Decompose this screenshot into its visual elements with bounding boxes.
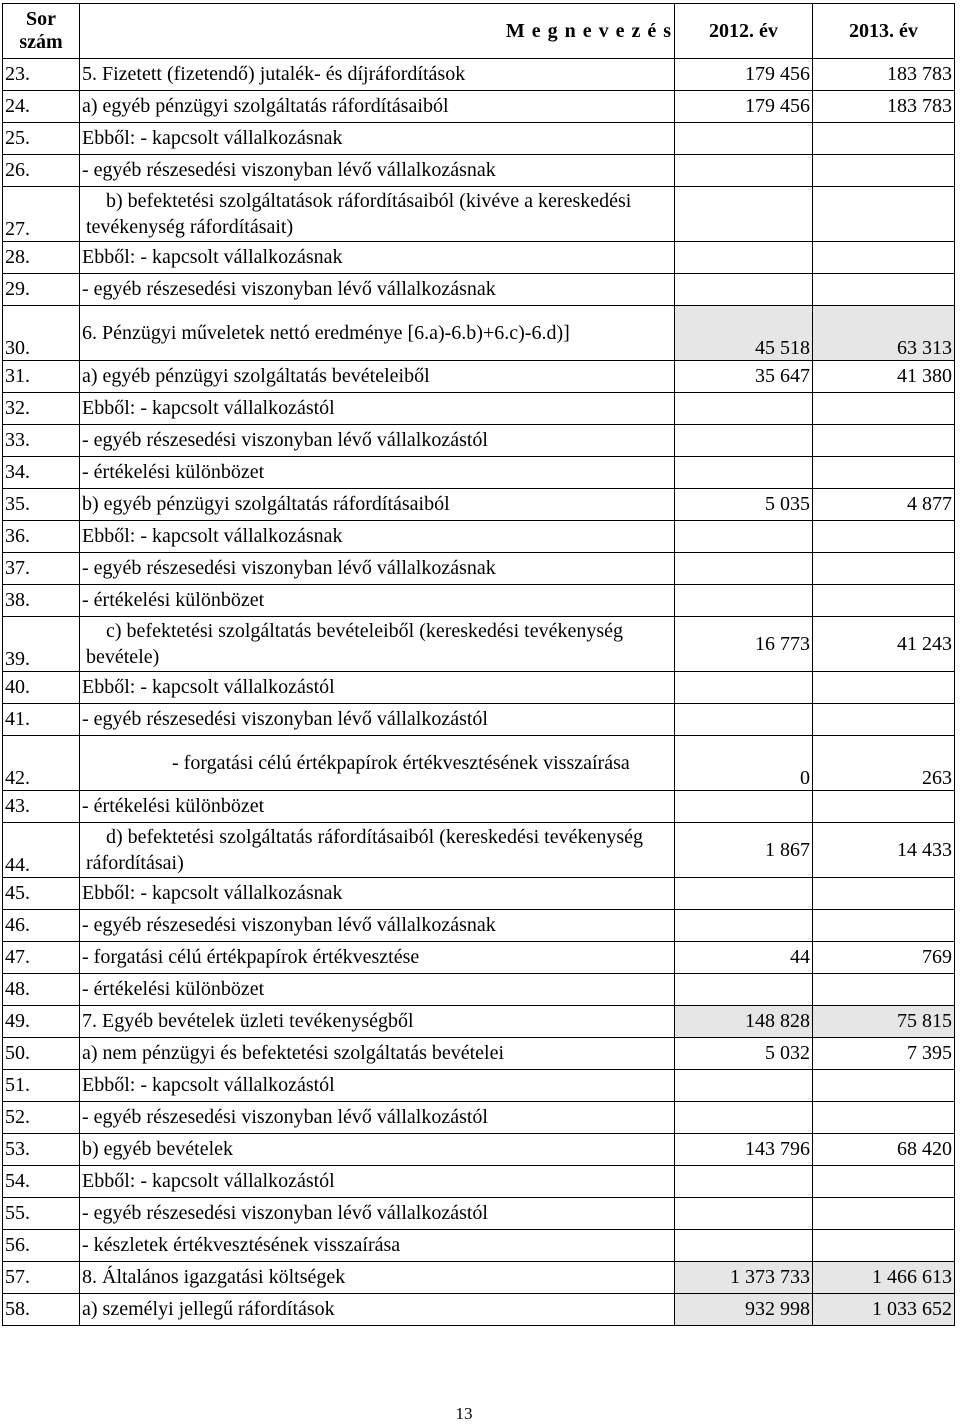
value-2012 [675, 910, 813, 942]
value-2012: 143 796 [675, 1134, 813, 1166]
value-2013: 41 380 [813, 361, 955, 393]
row-label: a) nem pénzügyi és befektetési szolgáltatás bevételei [80, 1038, 675, 1070]
value-2013: 75 815 [813, 1006, 955, 1038]
table-row [3, 617, 955, 672]
value-2013 [813, 910, 955, 942]
table-row [3, 791, 955, 823]
value-2013: 4 877 [813, 489, 955, 521]
value-2013 [813, 123, 955, 155]
row-label: - egyéb részesedési viszonyban lévő vállalkozástól [80, 1102, 675, 1134]
row-number: 54. [3, 1166, 80, 1198]
table-row [3, 736, 955, 791]
value-2013 [813, 974, 955, 1006]
row-label: - értékelési különbözet [80, 585, 675, 617]
row-number: 57. [3, 1262, 80, 1294]
value-2013 [813, 187, 955, 242]
value-2013: 183 783 [813, 59, 955, 91]
value-2013 [813, 425, 955, 457]
financial-table [2, 3, 955, 1326]
row-label: Ebből: - kapcsolt vállalkozástól [80, 1166, 675, 1198]
value-2013: 63 313 [813, 306, 955, 361]
value-2012 [675, 123, 813, 155]
row-number: 25. [3, 123, 80, 155]
row-label: c) befektetési szolgáltatás bevételeiből (kereskedési tevékenység bevétele) [80, 617, 675, 672]
row-number: 41. [3, 704, 80, 736]
row-number: 31. [3, 361, 80, 393]
value-2012: 0 [675, 736, 813, 791]
value-2012: 179 456 [675, 59, 813, 91]
row-label: - egyéb részesedési viszonyban lévő vállalkozásnak [80, 553, 675, 585]
value-2013 [813, 1230, 955, 1262]
row-number: 45. [3, 878, 80, 910]
row-label: Ebből: - kapcsolt vállalkozástól [80, 393, 675, 425]
value-2013 [813, 1166, 955, 1198]
row-number: 52. [3, 1102, 80, 1134]
row-label: - egyéb részesedési viszonyban lévő vállalkozásnak [80, 155, 675, 187]
row-label: Ebből: - kapcsolt vállalkozásnak [80, 123, 675, 155]
row-label: 7. Egyéb bevételek üzleti tevékenységből [80, 1006, 675, 1038]
header-year-2013: 2013. év [813, 4, 955, 59]
value-2012 [675, 974, 813, 1006]
value-2013 [813, 521, 955, 553]
value-2012: 932 998 [675, 1294, 813, 1326]
row-number: 38. [3, 585, 80, 617]
row-number: 44. [3, 823, 80, 878]
header-year-2012: 2012. év [675, 4, 813, 59]
value-2012 [675, 585, 813, 617]
value-2012: 1 867 [675, 823, 813, 878]
table-row [3, 1262, 955, 1294]
table-row [3, 823, 955, 878]
row-label: a) egyéb pénzügyi szolgáltatás ráfordításaiból [80, 91, 675, 123]
row-number: 56. [3, 1230, 80, 1262]
value-2012 [675, 1198, 813, 1230]
table-row [3, 187, 955, 242]
table-row [3, 1166, 955, 1198]
row-label: Ebből: - kapcsolt vállalkozásnak [80, 878, 675, 910]
page-number: 13 [455, 1404, 473, 1423]
row-number: 35. [3, 489, 80, 521]
row-number: 42. [3, 736, 80, 791]
value-2012: 44 [675, 942, 813, 974]
row-number: 51. [3, 1070, 80, 1102]
row-number: 53. [3, 1134, 80, 1166]
table-row [3, 1006, 955, 1038]
table-row [3, 489, 955, 521]
row-number: 39. [3, 617, 80, 672]
value-2012 [675, 1070, 813, 1102]
table-row [3, 1230, 955, 1262]
row-number: 47. [3, 942, 80, 974]
value-2012 [675, 155, 813, 187]
row-label: Ebből: - kapcsolt vállalkozástól [80, 1070, 675, 1102]
table-row [3, 974, 955, 1006]
row-label: d) befektetési szolgáltatás ráfordításaiból (kereskedési tevékenység ráfordításai) [80, 823, 675, 878]
value-2012 [675, 553, 813, 585]
table-row [3, 942, 955, 974]
row-number: 43. [3, 791, 80, 823]
row-label: - egyéb részesedési viszonyban lévő vállalkozásnak [80, 910, 675, 942]
row-number: 55. [3, 1198, 80, 1230]
row-number: 36. [3, 521, 80, 553]
value-2012 [675, 425, 813, 457]
value-2013 [813, 1102, 955, 1134]
value-2013: 263 [813, 736, 955, 791]
value-2013 [813, 393, 955, 425]
value-2013 [813, 274, 955, 306]
row-label: - egyéb részesedési viszonyban lévő vállalkozástól [80, 425, 675, 457]
row-label: a) egyéb pénzügyi szolgáltatás bevételeiből [80, 361, 675, 393]
row-label: - értékelési különbözet [80, 974, 675, 1006]
table-row [3, 1134, 955, 1166]
table-row [3, 1070, 955, 1102]
value-2013 [813, 553, 955, 585]
table-row [3, 242, 955, 274]
row-label: - készletek értékvesztésének visszaírása [80, 1230, 675, 1262]
table-row [3, 91, 955, 123]
table-row [3, 704, 955, 736]
value-2012: 5 032 [675, 1038, 813, 1070]
row-number: 46. [3, 910, 80, 942]
row-number: 58. [3, 1294, 80, 1326]
value-2012 [675, 878, 813, 910]
table-row [3, 910, 955, 942]
row-label: b) egyéb bevételek [80, 1134, 675, 1166]
row-number: 33. [3, 425, 80, 457]
row-label: 6. Pénzügyi műveletek nettó eredménye [6.a)-6.b)+6.c)-6.d)] [80, 306, 675, 361]
value-2013: 7 395 [813, 1038, 955, 1070]
value-2012 [675, 1230, 813, 1262]
value-2012: 35 647 [675, 361, 813, 393]
value-2012 [675, 704, 813, 736]
row-label: 5. Fizetett (fizetendő) jutalék- és díjráfordítások [80, 59, 675, 91]
value-2013: 1 466 613 [813, 1262, 955, 1294]
value-2012: 1 373 733 [675, 1262, 813, 1294]
value-2013 [813, 457, 955, 489]
row-number: 37. [3, 553, 80, 585]
value-2013 [813, 791, 955, 823]
value-2013 [813, 155, 955, 187]
value-2013 [813, 672, 955, 704]
row-label: - egyéb részesedési viszonyban lévő vállalkozástól [80, 1198, 675, 1230]
value-2013: 183 783 [813, 91, 955, 123]
value-2012 [675, 521, 813, 553]
row-number: 49. [3, 1006, 80, 1038]
row-label: - értékelési különbözet [80, 791, 675, 823]
row-label: - értékelési különbözet [80, 457, 675, 489]
value-2013: 769 [813, 942, 955, 974]
value-2012: 45 518 [675, 306, 813, 361]
value-2013: 14 433 [813, 823, 955, 878]
header-name: M e g n e v e z é s [80, 4, 675, 59]
value-2013 [813, 242, 955, 274]
value-2013: 1 033 652 [813, 1294, 955, 1326]
value-2012: 179 456 [675, 91, 813, 123]
value-2013: 41 243 [813, 617, 955, 672]
value-2012 [675, 1102, 813, 1134]
table-row [3, 553, 955, 585]
row-number: 26. [3, 155, 80, 187]
row-number: 28. [3, 242, 80, 274]
value-2012: 16 773 [675, 617, 813, 672]
value-2013 [813, 878, 955, 910]
value-2013 [813, 1070, 955, 1102]
value-2012 [675, 457, 813, 489]
row-number: 50. [3, 1038, 80, 1070]
table-row [3, 393, 955, 425]
value-2012 [675, 187, 813, 242]
table-row [3, 425, 955, 457]
table-row [3, 1038, 955, 1070]
row-number: 29. [3, 274, 80, 306]
value-2012 [675, 274, 813, 306]
table-header-row [3, 4, 955, 59]
row-label: - forgatási célú értékpapírok értékvesztésének visszaírása [80, 736, 675, 791]
value-2013 [813, 585, 955, 617]
row-label: - egyéb részesedési viszonyban lévő vállalkozásnak [80, 274, 675, 306]
row-number: 23. [3, 59, 80, 91]
row-label: b) egyéb pénzügyi szolgáltatás ráfordításaiból [80, 489, 675, 521]
row-number: 24. [3, 91, 80, 123]
value-2012: 5 035 [675, 489, 813, 521]
row-label: Ebből: - kapcsolt vállalkozásnak [80, 521, 675, 553]
row-label: a) személyi jellegű ráfordítások [80, 1294, 675, 1326]
value-2012 [675, 672, 813, 704]
value-2012: 148 828 [675, 1006, 813, 1038]
table-row [3, 1102, 955, 1134]
row-number: 32. [3, 393, 80, 425]
table-row [3, 361, 955, 393]
table-row [3, 672, 955, 704]
row-number: 30. [3, 306, 80, 361]
row-label: 8. Általános igazgatási költségek [80, 1262, 675, 1294]
row-number: 27. [3, 187, 80, 242]
row-label: Ebből: - kapcsolt vállalkozástól [80, 672, 675, 704]
header-row-no: Sor szám [3, 4, 80, 59]
value-2013: 68 420 [813, 1134, 955, 1166]
value-2013 [813, 1198, 955, 1230]
value-2012 [675, 242, 813, 274]
table-row [3, 274, 955, 306]
table-row [3, 585, 955, 617]
row-label: b) befektetési szolgáltatások ráfordításaiból (kivéve a kereskedési tevékenység ráfordításait) [80, 187, 675, 242]
row-number: 34. [3, 457, 80, 489]
table-row [3, 521, 955, 553]
table-row [3, 155, 955, 187]
row-number: 40. [3, 672, 80, 704]
value-2012 [675, 1166, 813, 1198]
value-2013 [813, 704, 955, 736]
row-label: - egyéb részesedési viszonyban lévő vállalkozástól [80, 704, 675, 736]
table-row [3, 306, 955, 361]
row-label: - forgatási célú értékpapírok értékvesztése [80, 942, 675, 974]
value-2012 [675, 791, 813, 823]
table-row [3, 1294, 955, 1326]
table-row [3, 878, 955, 910]
table-row [3, 1198, 955, 1230]
table-row [3, 457, 955, 489]
table-row [3, 123, 955, 155]
table-row [3, 59, 955, 91]
row-label: Ebből: - kapcsolt vállalkozásnak [80, 242, 675, 274]
value-2012 [675, 393, 813, 425]
row-number: 48. [3, 974, 80, 1006]
